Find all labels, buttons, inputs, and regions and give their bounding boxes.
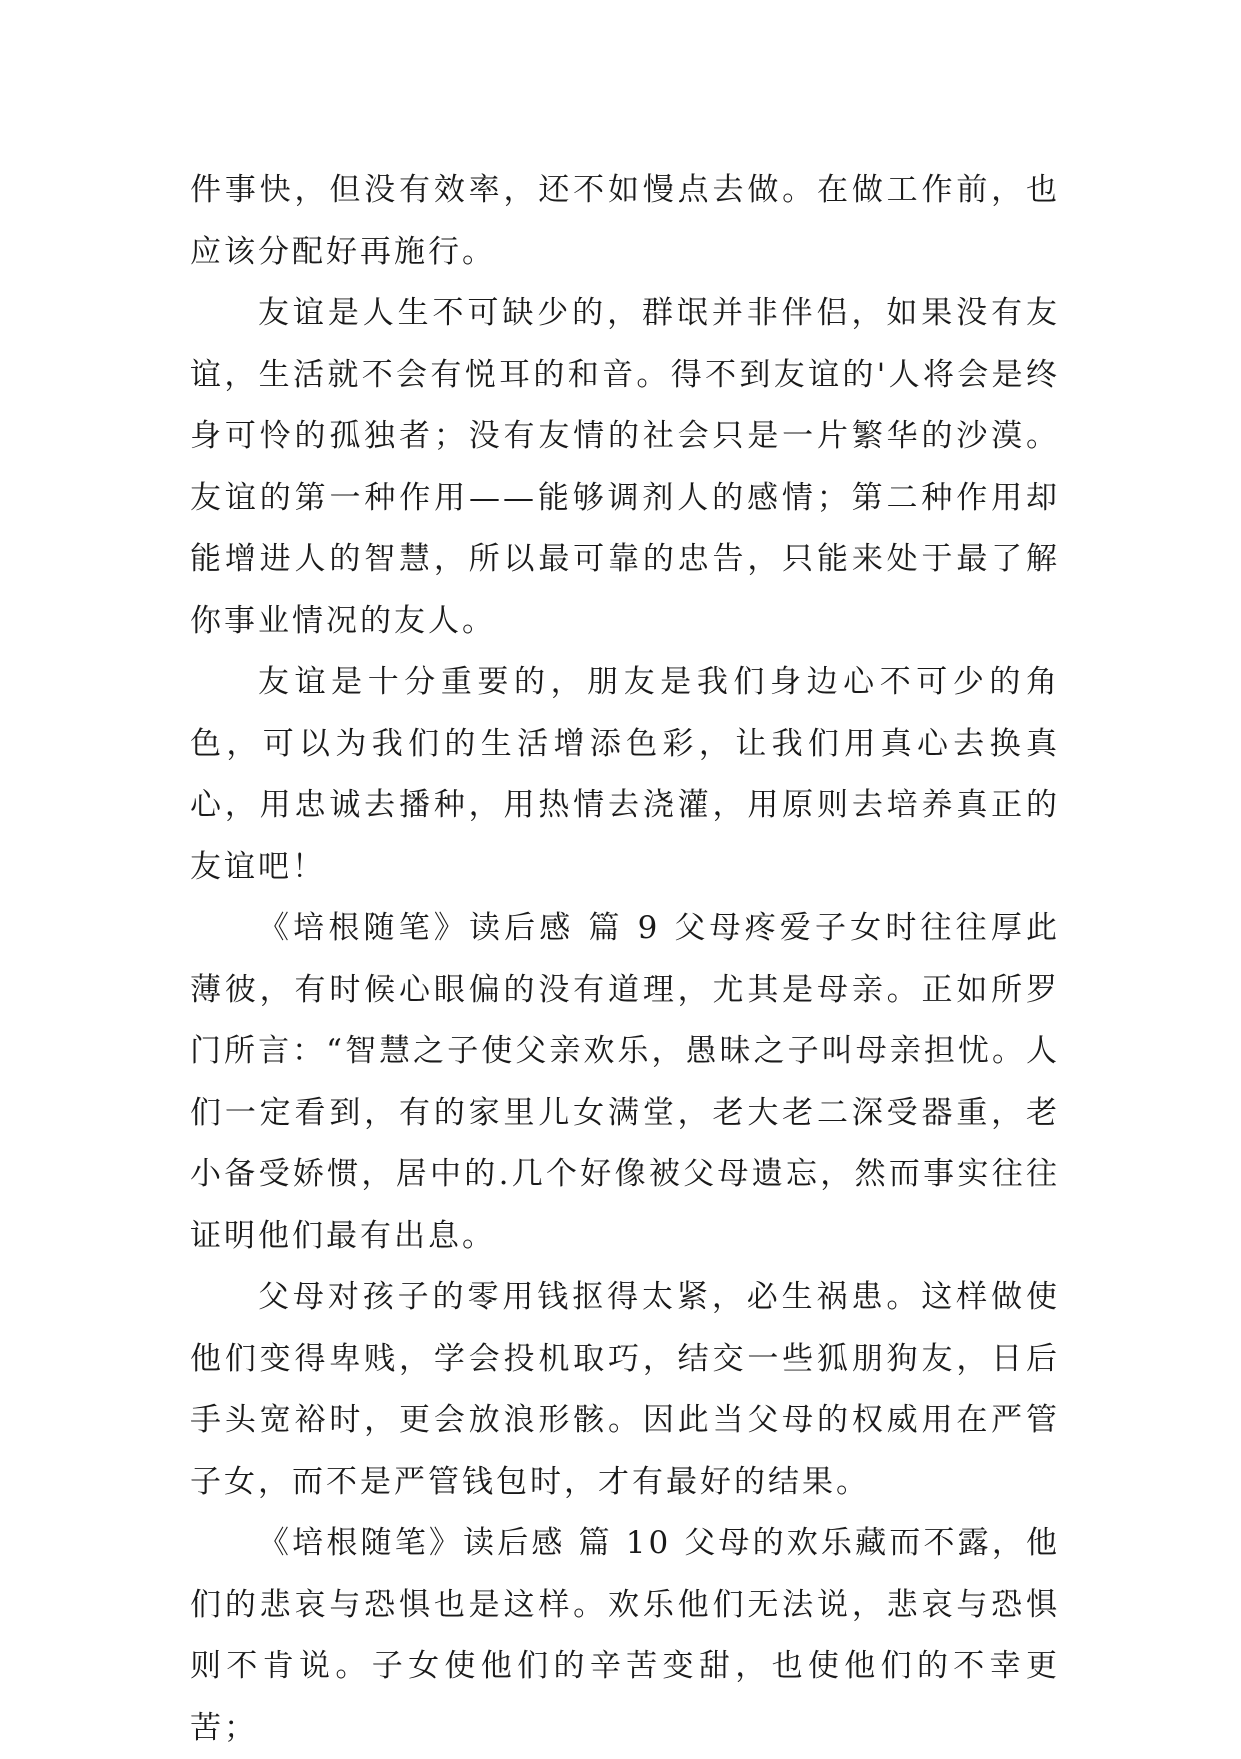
paragraph-1: 件事快，但没有效率，还不如慢点去做。在做工作前，也应该分配好再施行。 [190,172,1060,270]
paragraph-6: 《培根随笔》读后感 篇 10 父母的欢乐藏而不露，他们的悲哀与恐惧也是这样。欢乐他们无法说，悲哀与恐惧则不肯说。子女使他们的辛苦变甜，也使他们的不幸更苦； [190,1525,1060,1746]
paragraph-4: 《培根随笔》读后感 篇 9 父母疼爱子女时往往厚此薄彼，有时候心眼偏的没有道理，尤其是母亲。正如所罗门所言：“智慧之子使父亲欢乐，愚昧之子叫母亲担忧。人们一定看到，有的家里儿女满堂，老大老二深受器重，老小备受娇惯，居中的.几个好像被父母遗忘，然而事实往往证明他们最有出息。 [190,910,1060,1254]
paragraph-2: 友谊是人生不可缺少的，群氓并非伴侣，如果没有友谊，生活就不会有悦耳的和音。得不到友谊的'人将会是终身可怜的孤独者；没有友情的社会只是一片繁华的沙漠。友谊的第一种作用——能够调剂人的感情；第二种作用却能增进人的智慧，所以最可靠的忠告，只能来处于最了解你事业情况的友人。 [190,295,1060,639]
document-body [190,160,1060,1759]
paragraph-5: 父母对孩子的零用钱抠得太紧，必生祸患。这样做使他们变得卑贱，学会投机取巧，结交一些狐朋狗友，日后手头宽裕时，更会放浪形骸。因此当父母的权威用在严管子女，而不是严管钱包时，才有最好的结果。 [190,1279,1060,1500]
paragraph-3: 友谊是十分重要的，朋友是我们身边心不可少的角色，可以为我们的生活增添色彩，让我们用真心去换真心，用忠诚去播种，用热情去浇灌，用原则去培养真正的友谊吧！ [190,664,1060,885]
